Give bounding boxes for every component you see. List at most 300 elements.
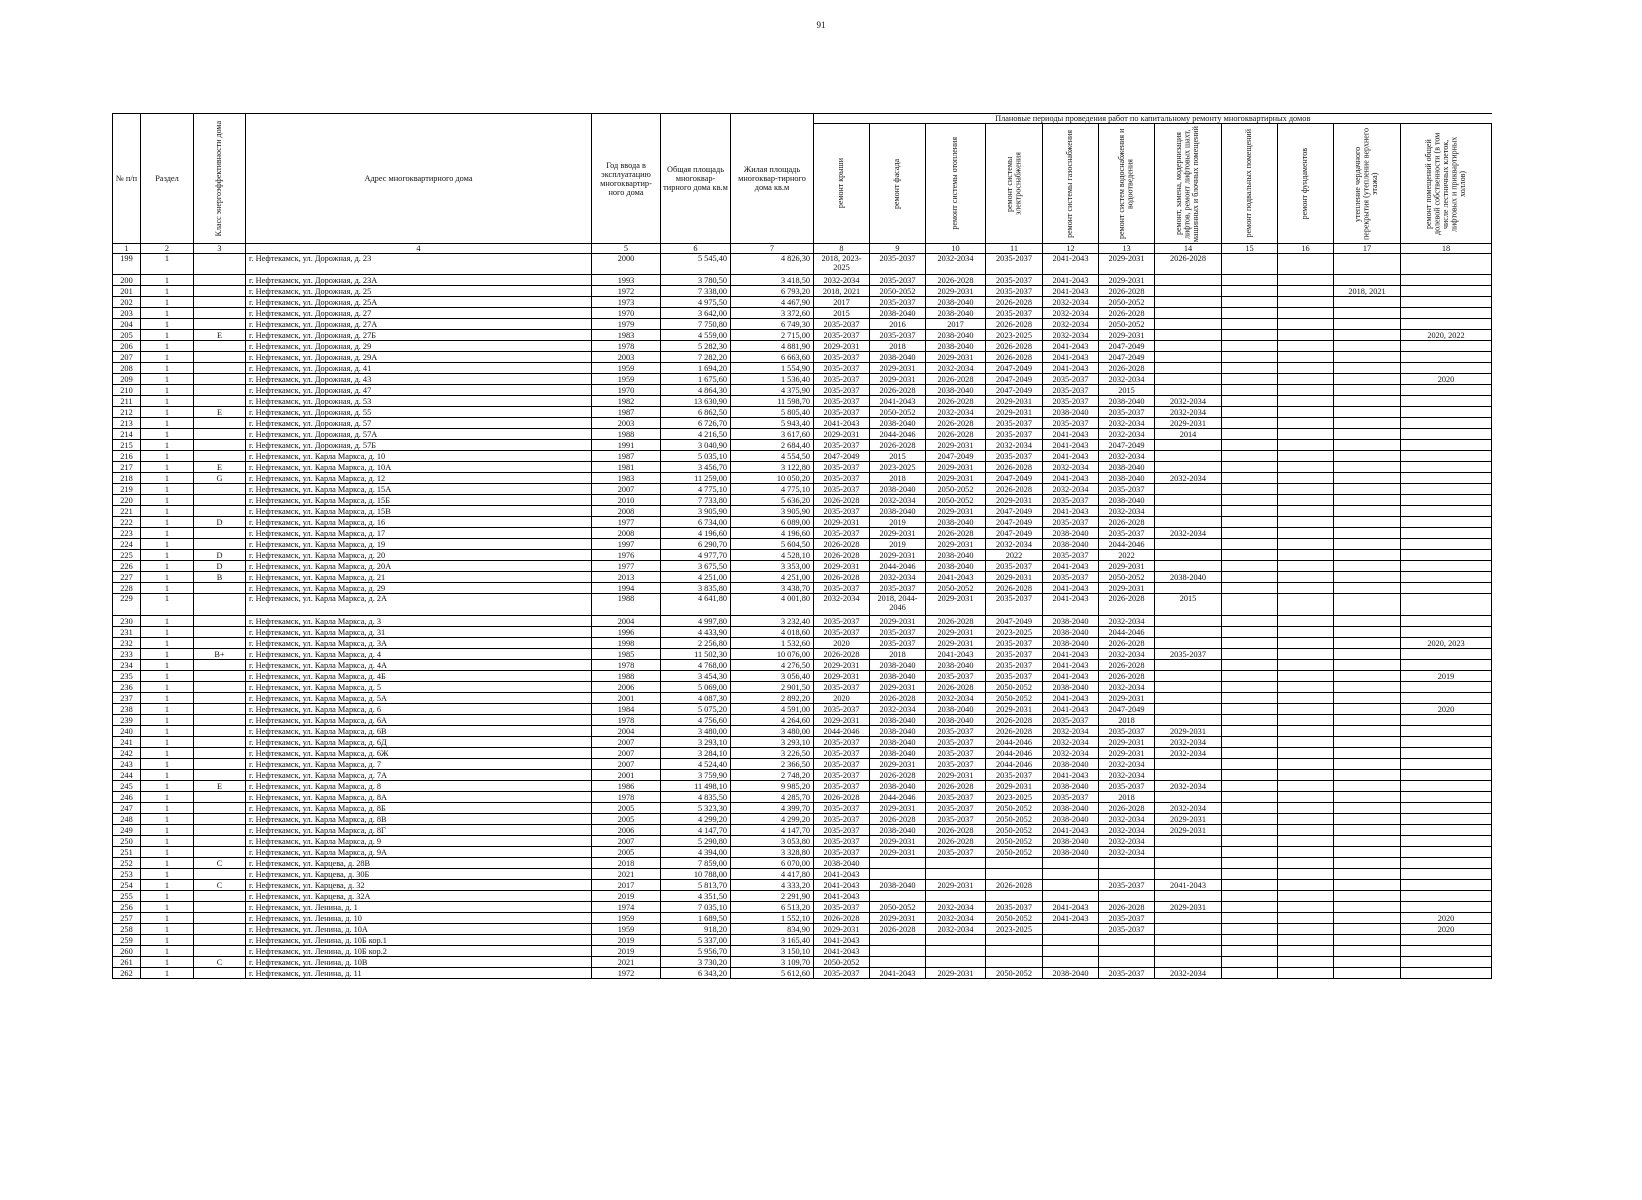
attic-insulation-cell — [1334, 847, 1401, 858]
address-cell: г. Нефтекамск, ул. Карла Маркса, д. 19 — [246, 539, 592, 550]
basement-repair-cell — [1222, 319, 1278, 330]
row-number-cell: 221 — [113, 506, 141, 517]
living-area-cell: 2 748,20 — [731, 770, 814, 781]
roof-repair-cell: 2026-2028 — [814, 572, 870, 583]
row-number-cell: 219 — [113, 484, 141, 495]
common-premises-repair-cell — [1401, 968, 1492, 979]
basement-repair-cell — [1222, 572, 1278, 583]
row-number-cell: 207 — [113, 352, 141, 363]
section-cell: 1 — [141, 594, 194, 616]
section-cell: 1 — [141, 759, 194, 770]
row-number-cell: 216 — [113, 451, 141, 462]
living-area-cell: 4 018,60 — [731, 627, 814, 638]
table-row — [113, 748, 1492, 759]
address-cell: г. Нефтекамск, ул. Карла Маркса, д. 20 — [246, 550, 592, 561]
living-area-cell: 4 299,20 — [731, 814, 814, 825]
heating-repair-cell: 2026-2028 — [926, 528, 986, 539]
electricity-repair-cell: 2047-2049 — [986, 528, 1043, 539]
facade-repair-cell: 2038-2040 — [870, 726, 926, 737]
year-built-cell: 1996 — [592, 627, 661, 638]
gas-repair-cell — [1043, 935, 1099, 946]
year-built-cell: 1988 — [592, 429, 661, 440]
electricity-repair-cell: 2023-2025 — [986, 924, 1043, 935]
living-area-cell: 3 905,90 — [731, 506, 814, 517]
common-premises-repair-cell — [1401, 407, 1492, 418]
electricity-repair-cell: 2035-2037 — [986, 902, 1043, 913]
gas-repair-cell: 2038-2040 — [1043, 407, 1099, 418]
elevator-repair-cell: 2032-2034 — [1155, 781, 1222, 792]
living-area-cell: 3 150,10 — [731, 946, 814, 957]
common-premises-repair-cell — [1401, 726, 1492, 737]
electricity-repair-cell: 2050-2052 — [986, 968, 1043, 979]
elevator-repair-cell — [1155, 484, 1222, 495]
roof-repair-cell: 2035-2037 — [814, 374, 870, 385]
row-number-cell: 252 — [113, 858, 141, 869]
facade-repair-cell: 2029-2031 — [870, 836, 926, 847]
facade-repair-cell: 2041-2043 — [870, 968, 926, 979]
gas-repair-cell: 2032-2034 — [1043, 737, 1099, 748]
column-number: 15 — [1222, 244, 1278, 254]
address-cell: г. Нефтекамск, ул. Карла Маркса, д. 6Ж — [246, 748, 592, 759]
electricity-repair-cell: 2026-2028 — [986, 715, 1043, 726]
common-premises-repair-cell — [1401, 363, 1492, 374]
foundation-repair-cell — [1278, 649, 1334, 660]
attic-insulation-cell — [1334, 792, 1401, 803]
header-year: Год ввода в эксплуатацию многоквартир-ного дома — [592, 114, 661, 244]
total-area-cell: 3 835,80 — [661, 583, 731, 594]
foundation-repair-cell — [1278, 429, 1334, 440]
section-cell: 1 — [141, 484, 194, 495]
heating-repair-cell: 2026-2028 — [926, 374, 986, 385]
gas-repair-cell: 2038-2040 — [1043, 781, 1099, 792]
year-built-cell: 2007 — [592, 737, 661, 748]
energy-class-cell: D — [194, 550, 246, 561]
gas-repair-cell: 2041-2043 — [1043, 451, 1099, 462]
energy-class-cell — [194, 319, 246, 330]
foundation-repair-cell — [1278, 913, 1334, 924]
foundation-repair-cell — [1278, 286, 1334, 297]
row-number-cell: 251 — [113, 847, 141, 858]
common-premises-repair-cell — [1401, 649, 1492, 660]
year-built-cell: 2019 — [592, 935, 661, 946]
section-cell: 1 — [141, 902, 194, 913]
foundation-repair-cell — [1278, 902, 1334, 913]
row-number-cell: 261 — [113, 957, 141, 968]
section-cell: 1 — [141, 957, 194, 968]
table-body — [113, 254, 1492, 979]
year-built-cell: 1987 — [592, 451, 661, 462]
facade-repair-cell: 2023-2025 — [870, 462, 926, 473]
facade-repair-cell: 2029-2031 — [870, 847, 926, 858]
roof-repair-cell: 2041-2043 — [814, 418, 870, 429]
heating-repair-cell: 2026-2028 — [926, 682, 986, 693]
row-number-cell: 203 — [113, 308, 141, 319]
elevator-repair-cell — [1155, 297, 1222, 308]
year-built-cell: 1959 — [592, 913, 661, 924]
gas-repair-cell: 2035-2037 — [1043, 792, 1099, 803]
total-area-cell: 4 147,70 — [661, 825, 731, 836]
row-number-cell: 257 — [113, 913, 141, 924]
electricity-repair-cell — [986, 891, 1043, 902]
table-row — [113, 572, 1492, 583]
total-area-cell: 4 251,00 — [661, 572, 731, 583]
energy-class-cell — [194, 297, 246, 308]
address-cell: г. Нефтекамск, ул. Дорожная, д. 23А — [246, 275, 592, 286]
common-premises-repair-cell — [1401, 616, 1492, 627]
basement-repair-cell — [1222, 715, 1278, 726]
address-cell: г. Нефтекамск, ул. Карла Маркса, д. 15А — [246, 484, 592, 495]
water-repair-cell: 2029-2031 — [1099, 583, 1155, 594]
electricity-repair-cell: 2047-2049 — [986, 517, 1043, 528]
electricity-repair-cell: 2026-2028 — [986, 352, 1043, 363]
elevator-repair-cell — [1155, 517, 1222, 528]
heating-repair-cell: 2026-2028 — [926, 616, 986, 627]
attic-insulation-cell — [1334, 462, 1401, 473]
water-repair-cell: 2035-2037 — [1099, 484, 1155, 495]
energy-class-cell — [194, 825, 246, 836]
row-number-cell: 248 — [113, 814, 141, 825]
row-number-cell: 245 — [113, 781, 141, 792]
foundation-repair-cell — [1278, 924, 1334, 935]
row-number-cell: 235 — [113, 671, 141, 682]
living-area-cell: 3 232,40 — [731, 616, 814, 627]
year-built-cell: 2018 — [592, 858, 661, 869]
total-area-cell: 2 256,80 — [661, 638, 731, 649]
elevator-repair-cell — [1155, 506, 1222, 517]
elevator-repair-cell — [1155, 374, 1222, 385]
heating-repair-cell: 2032-2034 — [926, 902, 986, 913]
total-area-cell: 4 977,70 — [661, 550, 731, 561]
energy-class-cell — [194, 429, 246, 440]
facade-repair-cell — [870, 869, 926, 880]
water-repair-cell: 2047-2049 — [1099, 440, 1155, 451]
facade-repair-cell: 2015 — [870, 451, 926, 462]
year-built-cell: 2004 — [592, 726, 661, 737]
electricity-repair-cell: 2035-2037 — [986, 308, 1043, 319]
attic-insulation-cell — [1334, 407, 1401, 418]
facade-repair-cell: 2018, 2044-2046 — [870, 594, 926, 616]
roof-repair-cell: 2035-2037 — [814, 385, 870, 396]
address-cell: г. Нефтекамск, ул. Дорожная, д. 29А — [246, 352, 592, 363]
energy-class-cell — [194, 254, 246, 275]
foundation-repair-cell — [1278, 539, 1334, 550]
common-premises-repair-cell — [1401, 429, 1492, 440]
energy-class-cell — [194, 440, 246, 451]
section-cell: 1 — [141, 704, 194, 715]
roof-repair-cell: 2035-2037 — [814, 759, 870, 770]
heating-repair-cell: 2038-2040 — [926, 385, 986, 396]
elevator-repair-cell — [1155, 308, 1222, 319]
electricity-repair-cell: 2029-2031 — [986, 396, 1043, 407]
roof-repair-cell: 2029-2031 — [814, 715, 870, 726]
water-repair-cell: 2022 — [1099, 550, 1155, 561]
attic-insulation-cell — [1334, 484, 1401, 495]
year-built-cell: 1978 — [592, 715, 661, 726]
year-built-cell: 1981 — [592, 462, 661, 473]
address-cell: г. Нефтекамск, ул. Ленина, д. 10Б кор.1 — [246, 935, 592, 946]
basement-repair-cell — [1222, 517, 1278, 528]
foundation-repair-cell — [1278, 726, 1334, 737]
gas-repair-cell: 2032-2034 — [1043, 726, 1099, 737]
common-premises-repair-cell — [1401, 462, 1492, 473]
elevator-repair-cell — [1155, 660, 1222, 671]
total-area-cell: 3 454,30 — [661, 671, 731, 682]
facade-repair-cell: 2038-2040 — [870, 671, 926, 682]
year-built-cell: 2021 — [592, 869, 661, 880]
attic-insulation-cell — [1334, 935, 1401, 946]
common-premises-repair-cell — [1401, 715, 1492, 726]
roof-repair-cell: 2035-2037 — [814, 407, 870, 418]
foundation-repair-cell — [1278, 781, 1334, 792]
living-area-cell: 834,90 — [731, 924, 814, 935]
heating-repair-cell: 2032-2034 — [926, 693, 986, 704]
elevator-repair-cell — [1155, 770, 1222, 781]
address-cell: г. Нефтекамск, ул. Карла Маркса, д. 7 — [246, 759, 592, 770]
address-cell: г. Нефтекамск, ул. Карла Маркса, д. 4Б — [246, 671, 592, 682]
section-cell: 1 — [141, 308, 194, 319]
foundation-repair-cell — [1278, 297, 1334, 308]
section-cell: 1 — [141, 638, 194, 649]
column-number: 10 — [926, 244, 986, 254]
attic-insulation-cell — [1334, 880, 1401, 891]
energy-class-cell — [194, 308, 246, 319]
table-row — [113, 704, 1492, 715]
year-built-cell: 2001 — [592, 693, 661, 704]
table-row — [113, 638, 1492, 649]
total-area-cell: 7 282,20 — [661, 352, 731, 363]
common-premises-repair-cell: 2020 — [1401, 924, 1492, 935]
basement-repair-cell — [1222, 924, 1278, 935]
facade-repair-cell: 2029-2031 — [870, 363, 926, 374]
row-number-cell: 227 — [113, 572, 141, 583]
address-cell: г. Нефтекамск, ул. Карла Маркса, д. 21 — [246, 572, 592, 583]
column-number: 5 — [592, 244, 661, 254]
total-area-cell: 4 087,30 — [661, 693, 731, 704]
gas-repair-cell: 2038-2040 — [1043, 616, 1099, 627]
header-planned-periods: Плановые периоды проведения работ по капитальному ремонту многоквартирных домов — [814, 114, 1492, 124]
roof-repair-cell: 2035-2037 — [814, 627, 870, 638]
heating-repair-cell: 2032-2034 — [926, 254, 986, 275]
roof-repair-cell: 2029-2031 — [814, 561, 870, 572]
electricity-repair-cell: 2047-2049 — [986, 374, 1043, 385]
address-cell: г. Нефтекамск, ул. Карцева, д. 30Б — [246, 869, 592, 880]
heating-repair-cell: 2029-2031 — [926, 440, 986, 451]
foundation-repair-cell — [1278, 308, 1334, 319]
row-number-cell: 214 — [113, 429, 141, 440]
basement-repair-cell — [1222, 946, 1278, 957]
attic-insulation-cell — [1334, 341, 1401, 352]
water-repair-cell: 2029-2031 — [1099, 254, 1155, 275]
elevator-repair-cell — [1155, 385, 1222, 396]
row-number-cell: 211 — [113, 396, 141, 407]
table-row — [113, 924, 1492, 935]
living-area-cell: 6 749,30 — [731, 319, 814, 330]
foundation-repair-cell — [1278, 407, 1334, 418]
roof-repair-cell: 2035-2037 — [814, 616, 870, 627]
energy-class-cell — [194, 913, 246, 924]
attic-insulation-cell — [1334, 352, 1401, 363]
foundation-repair-cell — [1278, 803, 1334, 814]
roof-repair-cell: 2035-2037 — [814, 968, 870, 979]
basement-repair-cell — [1222, 484, 1278, 495]
energy-class-cell — [194, 627, 246, 638]
heating-repair-cell: 2032-2034 — [926, 924, 986, 935]
year-built-cell: 2008 — [592, 528, 661, 539]
section-cell: 1 — [141, 847, 194, 858]
facade-repair-cell — [870, 935, 926, 946]
total-area-cell: 7 035,10 — [661, 902, 731, 913]
basement-repair-cell — [1222, 770, 1278, 781]
row-number-cell: 233 — [113, 649, 141, 660]
address-cell: г. Нефтекамск, ул. Карла Маркса, д. 3 — [246, 616, 592, 627]
row-number-cell: 247 — [113, 803, 141, 814]
total-area-cell: 3 675,50 — [661, 561, 731, 572]
electricity-repair-cell: 2035-2037 — [986, 254, 1043, 275]
row-number-cell: 258 — [113, 924, 141, 935]
facade-repair-cell: 2044-2046 — [870, 429, 926, 440]
basement-repair-cell — [1222, 275, 1278, 286]
header-basement: ремонт подвальных помещений — [1222, 124, 1278, 244]
elevator-repair-cell — [1155, 924, 1222, 935]
table-row — [113, 341, 1492, 352]
living-area-cell: 3 418,50 — [731, 275, 814, 286]
row-number-cell: 200 — [113, 275, 141, 286]
facade-repair-cell: 2050-2052 — [870, 902, 926, 913]
heating-repair-cell: 2029-2031 — [926, 506, 986, 517]
heating-repair-cell: 2032-2034 — [926, 363, 986, 374]
energy-class-cell — [194, 451, 246, 462]
section-cell: 1 — [141, 363, 194, 374]
electricity-repair-cell: 2050-2052 — [986, 825, 1043, 836]
heating-repair-cell: 2029-2031 — [926, 880, 986, 891]
roof-repair-cell: 2035-2037 — [814, 473, 870, 484]
row-number-cell: 217 — [113, 462, 141, 473]
address-cell: г. Нефтекамск, ул. Карла Маркса, д. 15Б — [246, 495, 592, 506]
year-built-cell: 2010 — [592, 495, 661, 506]
energy-class-cell — [194, 528, 246, 539]
gas-repair-cell — [1043, 869, 1099, 880]
row-number-cell: 240 — [113, 726, 141, 737]
water-repair-cell: 2035-2037 — [1099, 726, 1155, 737]
roof-repair-cell: 2029-2031 — [814, 429, 870, 440]
roof-repair-cell: 2026-2028 — [814, 539, 870, 550]
living-area-cell: 3 353,00 — [731, 561, 814, 572]
heating-repair-cell: 2038-2040 — [926, 330, 986, 341]
attic-insulation-cell — [1334, 715, 1401, 726]
row-number-cell: 234 — [113, 660, 141, 671]
roof-repair-cell: 2029-2031 — [814, 341, 870, 352]
section-cell: 1 — [141, 737, 194, 748]
group-header-row — [113, 114, 1492, 124]
facade-repair-cell: 2038-2040 — [870, 748, 926, 759]
elevator-repair-cell — [1155, 561, 1222, 572]
elevator-repair-cell: 2032-2034 — [1155, 473, 1222, 484]
roof-repair-cell: 2035-2037 — [814, 748, 870, 759]
total-area-cell: 3 780,50 — [661, 275, 731, 286]
living-area-cell: 4 775,10 — [731, 484, 814, 495]
row-number-cell: 259 — [113, 935, 141, 946]
table-row — [113, 583, 1492, 594]
address-cell: г. Нефтекамск, ул. Карла Маркса, д. 7А — [246, 770, 592, 781]
elevator-repair-cell — [1155, 341, 1222, 352]
electricity-repair-cell: 2035-2037 — [986, 429, 1043, 440]
attic-insulation-cell — [1334, 726, 1401, 737]
electricity-repair-cell — [986, 957, 1043, 968]
electricity-repair-cell: 2026-2028 — [986, 319, 1043, 330]
water-repair-cell: 2032-2034 — [1099, 825, 1155, 836]
table-row — [113, 396, 1492, 407]
basement-repair-cell — [1222, 495, 1278, 506]
electricity-repair-cell: 2026-2028 — [986, 726, 1043, 737]
electricity-repair-cell: 2026-2028 — [986, 462, 1043, 473]
common-premises-repair-cell — [1401, 891, 1492, 902]
facade-repair-cell: 2038-2040 — [870, 308, 926, 319]
total-area-cell: 1 694,20 — [661, 363, 731, 374]
attic-insulation-cell — [1334, 517, 1401, 528]
basement-repair-cell — [1222, 462, 1278, 473]
basement-repair-cell — [1222, 583, 1278, 594]
roof-repair-cell: 2026-2028 — [814, 792, 870, 803]
elevator-repair-cell — [1155, 550, 1222, 561]
total-area-cell: 918,20 — [661, 924, 731, 935]
total-area-cell: 11 259,00 — [661, 473, 731, 484]
energy-class-cell — [194, 803, 246, 814]
living-area-cell: 4 417,80 — [731, 869, 814, 880]
roof-repair-cell: 2035-2037 — [814, 352, 870, 363]
basement-repair-cell — [1222, 781, 1278, 792]
attic-insulation-cell — [1334, 506, 1401, 517]
living-area-cell: 4 251,00 — [731, 572, 814, 583]
roof-repair-cell: 2035-2037 — [814, 781, 870, 792]
common-premises-repair-cell — [1401, 814, 1492, 825]
total-area-cell: 4 216,50 — [661, 429, 731, 440]
heating-repair-cell: 2029-2031 — [926, 638, 986, 649]
foundation-repair-cell — [1278, 528, 1334, 539]
facade-repair-cell: 2035-2037 — [870, 583, 926, 594]
row-number-cell: 243 — [113, 759, 141, 770]
address-cell: г. Нефтекамск, ул. Дорожная, д. 27Б — [246, 330, 592, 341]
living-area-cell: 1 552,10 — [731, 913, 814, 924]
address-cell: г. Нефтекамск, ул. Дорожная, д. 57А — [246, 429, 592, 440]
attic-insulation-cell — [1334, 308, 1401, 319]
roof-repair-cell: 2018, 2021 — [814, 286, 870, 297]
electricity-repair-cell: 2050-2052 — [986, 814, 1043, 825]
energy-class-cell — [194, 660, 246, 671]
total-area-cell: 5 545,40 — [661, 254, 731, 275]
basement-repair-cell — [1222, 254, 1278, 275]
energy-class-cell — [194, 748, 246, 759]
electricity-repair-cell — [986, 858, 1043, 869]
living-area-cell: 3 617,60 — [731, 429, 814, 440]
gas-repair-cell: 2038-2040 — [1043, 847, 1099, 858]
electricity-repair-cell: 2035-2037 — [986, 286, 1043, 297]
row-number-cell: 223 — [113, 528, 141, 539]
gas-repair-cell: 2035-2037 — [1043, 550, 1099, 561]
heating-repair-cell: 2035-2037 — [926, 759, 986, 770]
row-number-cell: 239 — [113, 715, 141, 726]
section-cell: 1 — [141, 572, 194, 583]
total-area-cell: 6 343,20 — [661, 968, 731, 979]
address-cell: г. Нефтекамск, ул. Карцева, д. 28В — [246, 858, 592, 869]
year-built-cell: 1997 — [592, 539, 661, 550]
row-number-cell: 237 — [113, 693, 141, 704]
table-row — [113, 737, 1492, 748]
roof-repair-cell: 2035-2037 — [814, 528, 870, 539]
water-repair-cell: 2035-2037 — [1099, 968, 1155, 979]
row-number-cell: 213 — [113, 418, 141, 429]
row-number-cell: 199 — [113, 254, 141, 275]
common-premises-repair-cell — [1401, 957, 1492, 968]
